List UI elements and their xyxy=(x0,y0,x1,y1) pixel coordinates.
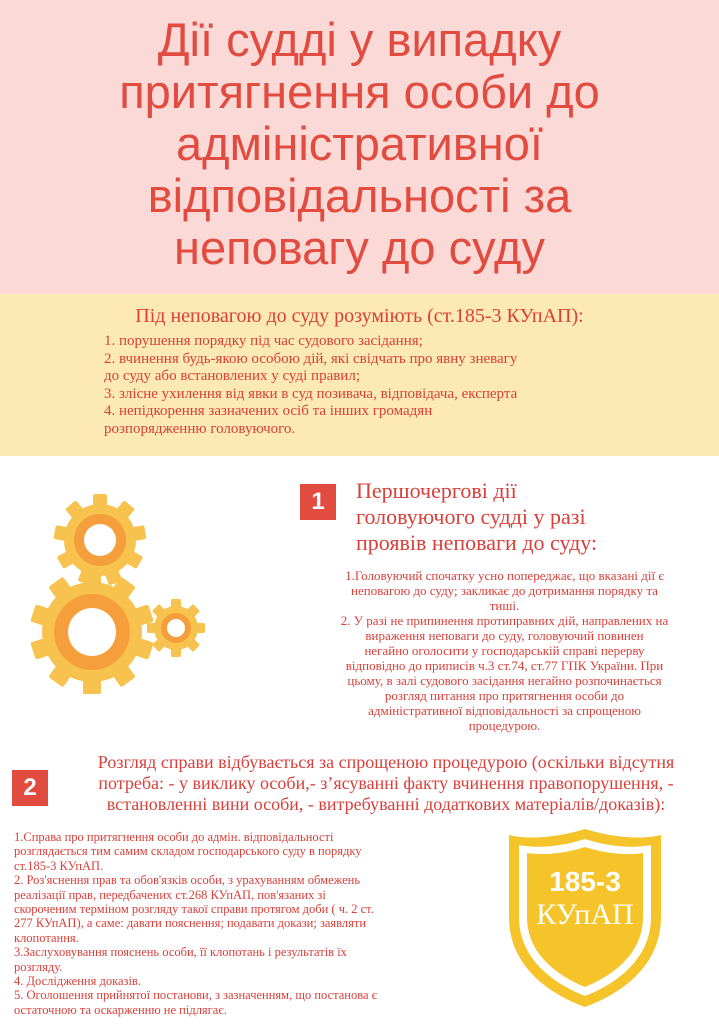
list-item: 3. злісне ухилення від явки в суд позивача, відповідача, експерта xyxy=(104,385,518,402)
section-1-body xyxy=(307,568,702,733)
title-line: відповідальності за xyxy=(147,169,572,222)
body-line: реалізації прав, передбачених ст.268 КУпАП, пов'язаних зі xyxy=(14,887,326,902)
section-2-heading-line: потреба: - у виклику особи,- з’ясуванні факту вчинення правопорушення, - xyxy=(98,773,674,793)
badge-article-number: 185-3 xyxy=(549,866,621,897)
body-line: 2. Роз'яснення прав та обов'язків особи, з урахуванням обмежень xyxy=(14,873,361,888)
body-line: негайно оголосити у господарській справі перерву xyxy=(364,643,645,658)
section-1-title xyxy=(356,478,686,556)
section-2-number: 2 xyxy=(12,770,48,806)
body-line: розгляд питання про притягнення особи до xyxy=(384,688,625,703)
body-line: адміністративної відповідальності за спрощеною xyxy=(368,703,641,718)
section-1-title-line: головуючого судді у разі xyxy=(356,504,586,529)
list-item: 4. непідкорення зазначених осіб та інших громадян xyxy=(104,403,433,419)
body-line: 1.Головуючий спочатку усно попереджає, що вказані дії є xyxy=(345,568,664,583)
body-line: вираження неповаги до суду, головуючий повинен xyxy=(365,628,644,643)
body-line: 3.Заслуховування пояснень особи, її клопотань і результатів їх xyxy=(14,945,347,960)
title-line: Дії судді у випадку xyxy=(157,13,562,66)
body-line: скороченим терміном розгляду такої справи протягом доби ( ч. 2 ст. xyxy=(14,902,374,917)
section-1-title-line: проявів неповаги до суду: xyxy=(356,530,598,555)
body-line: 2. У разі не припинення протиправних дій, направлених на xyxy=(340,613,669,628)
body-line: розгляду. xyxy=(14,959,63,974)
title-line: притягнення особи до xyxy=(119,65,600,118)
section-2-body xyxy=(14,830,464,1017)
list-item: до суду або встановлених у суді правил; xyxy=(104,368,360,384)
body-line: тиші. xyxy=(489,598,520,613)
body-line: неповагою до суду; закликає до дотримання порядку та xyxy=(351,583,658,598)
list-item: 2. вчинення будь-якою особою дій, які свідчать про явну зневагу xyxy=(104,350,518,367)
body-line: 5. Оголошення прийнятої постанови, з зазначенням, що постанова є xyxy=(14,988,378,1003)
title-line: неповагу до суду xyxy=(174,221,545,274)
body-line: розглядається тим самим складом господарського суду в порядку xyxy=(14,844,362,859)
section-2-heading-line: встановленні вини особи, - витребуванні додаткових матеріалів/доказів): xyxy=(106,794,666,814)
body-line: 4. Дослідження доказів. xyxy=(14,974,141,989)
section-1-title-line: Першочергові дії xyxy=(356,478,517,503)
definition-list xyxy=(104,333,664,438)
body-line: відповідно до приписів ч.3 ст.74, ст.77 ГПК України. При xyxy=(345,658,664,673)
body-line: клопотання. xyxy=(14,930,79,945)
section-1-number: 1 xyxy=(300,484,336,520)
body-line: цьому, в залі судового засідання негайно розпочинається xyxy=(347,673,662,688)
list-item: 1. порушення порядку під час судового засідання; xyxy=(104,333,423,349)
title-line: адміністративної xyxy=(176,117,543,170)
list-item: розпорядженню головуючого. xyxy=(104,420,296,437)
body-line: 1.Справа про притягнення особи до адмін. відповідальності xyxy=(14,830,334,844)
definition-heading: Під неповагою до суду розуміють (ст.185-3 КУпАП): xyxy=(135,305,584,327)
section-2-heading xyxy=(62,752,710,815)
gears-icon xyxy=(28,492,228,702)
body-line: процедурою. xyxy=(468,718,541,733)
body-line: ст.185-3 КУпАП. xyxy=(14,858,104,873)
body-line: 277 КУпАП), а саме: давати пояснення; подавати докази; заявляти xyxy=(14,916,367,931)
section-2-heading-line: Розгляд справи відбувається за спрощеною процедурою (оскільки відсутня xyxy=(97,752,675,772)
badge-code-name: КУпАП xyxy=(536,898,634,931)
page-title xyxy=(20,14,699,274)
body-line: остаточною та оскарженню не підлягає. xyxy=(14,1002,227,1017)
